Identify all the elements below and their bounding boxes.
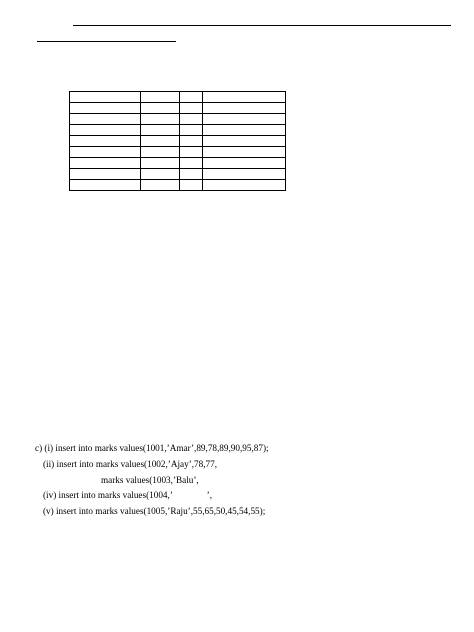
table-cell <box>141 114 180 125</box>
table-cell <box>141 92 180 103</box>
table-cell <box>70 114 141 125</box>
table-cell <box>141 125 180 136</box>
table-row <box>70 114 286 125</box>
table-cell <box>70 180 141 191</box>
table-cell <box>180 180 203 191</box>
table-cell <box>180 158 203 169</box>
table-row <box>70 169 286 180</box>
table-cell <box>203 125 286 136</box>
table-row <box>70 180 286 191</box>
table-cell <box>180 125 203 136</box>
table-cell <box>203 169 286 180</box>
table-cell <box>203 147 286 158</box>
table-row <box>70 147 286 158</box>
table-row <box>70 92 286 103</box>
table-cell <box>70 103 141 114</box>
code-line-1: c) (i) insert into marks values(1001,’Amar’,89,78,89,90,95,87); <box>35 443 269 453</box>
table-cell <box>180 169 203 180</box>
table-cell <box>180 114 203 125</box>
table-cell <box>70 125 141 136</box>
table-cell <box>141 136 180 147</box>
table-row <box>70 103 286 114</box>
table-cell <box>70 136 141 147</box>
table-cell <box>70 169 141 180</box>
table-cell <box>180 92 203 103</box>
table-row <box>70 158 286 169</box>
code-line-4: (iv) insert into marks values(1004,’ ’, <box>43 490 212 500</box>
table-cell <box>70 147 141 158</box>
table-cell <box>141 158 180 169</box>
table-cell <box>203 114 286 125</box>
table-cell <box>180 147 203 158</box>
table-cell <box>180 136 203 147</box>
section-underline <box>37 41 176 42</box>
table-cell <box>141 169 180 180</box>
code-line-2: (ii) insert into marks values(1002,’Ajay’,78,77, <box>43 459 218 469</box>
table-cell <box>203 158 286 169</box>
table-cell <box>141 103 180 114</box>
table-cell <box>203 92 286 103</box>
table-cell <box>203 103 286 114</box>
code-line-3: marks values(1003,’Balu’, <box>101 475 199 485</box>
table-cell <box>203 136 286 147</box>
table-cell <box>141 147 180 158</box>
table-cell <box>70 158 141 169</box>
table-cell <box>203 180 286 191</box>
table-row <box>70 125 286 136</box>
table-cell <box>141 180 180 191</box>
table-cell <box>180 103 203 114</box>
table-cell <box>70 92 141 103</box>
table-row <box>70 136 286 147</box>
top-horizontal-rule <box>73 25 451 26</box>
marks-table-grid <box>69 91 286 191</box>
code-line-5: (v) insert into marks values(1005,’Raju’,55,65,50,45,54,55); <box>43 506 266 516</box>
